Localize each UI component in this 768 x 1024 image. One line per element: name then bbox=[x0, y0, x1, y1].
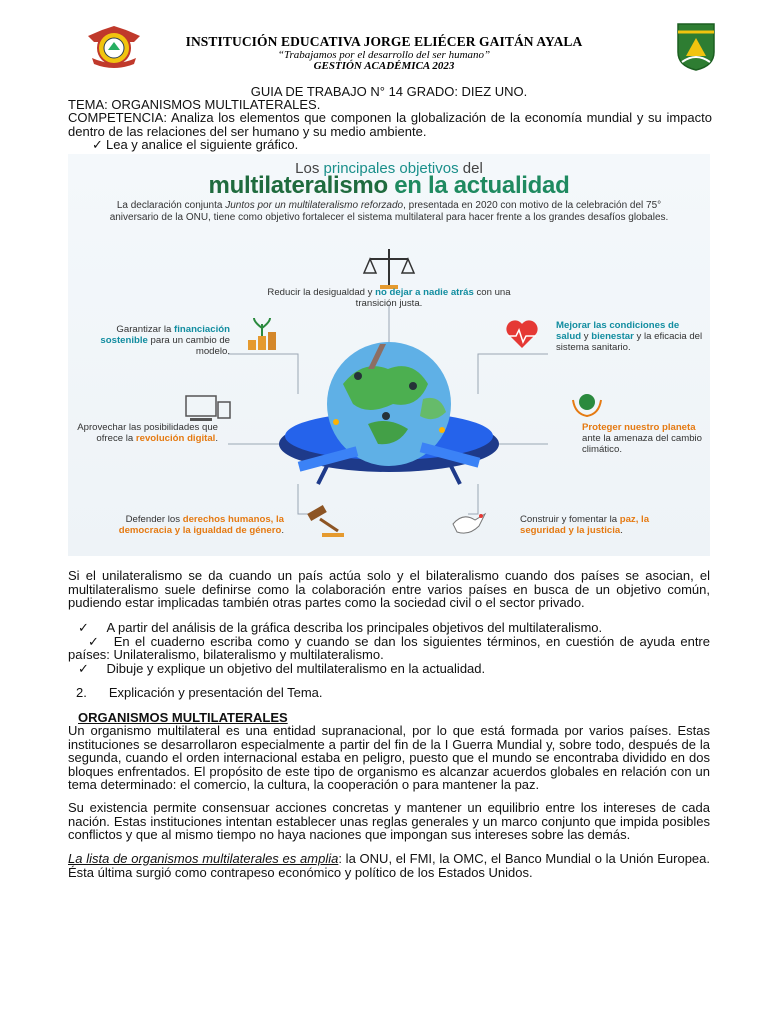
task-item: ✓ En el cuaderno escriba como y cuando se dan los siguientes términos, en cuestión de ayuda entre países: Unilateralismo, bilateralismo y multilateralismo. bbox=[68, 633, 710, 663]
definition-paragraph: Si el unilateralismo se da cuando un país actúa solo y el bilateralismo cuando dos países se asocian, el multilateralismo suele definirse como la colaboración entre varios países en busca de un objetivo común, pudiendo estar implicadas también otras partes como la sociedad civil o el sector privado. bbox=[68, 568, 710, 611]
plant-coins-icon bbox=[248, 318, 276, 350]
globe-illustration bbox=[279, 342, 499, 484]
document-header bbox=[0, 22, 768, 80]
municipal-shield-logo bbox=[676, 22, 716, 72]
competence-text: COMPETENCIA: Analiza los elementos que componen la globalización de la economía mundial y su impacto dentro de las relaciones del ser humano y su medio ambiente. bbox=[68, 110, 712, 139]
instruction-text: Lea y analice el siguiente gráfico. bbox=[106, 137, 299, 152]
department-line: GESTIÓN ACADÉMICA 2023 bbox=[313, 60, 455, 72]
task-item: ✓ A partir del análisis de la gráfica describa los principales objetivos del multilateralismo. bbox=[78, 620, 603, 635]
section-title: ORGANISMOS MULTILATERALES bbox=[78, 710, 288, 725]
task-item: ✓ Dibuje y explique un objetivo del multilateralismo en la actualidad. bbox=[78, 660, 486, 676]
checkmark-icon: ✓ bbox=[92, 137, 103, 152]
goal-digital-revolution: Aprovechar las posibilidades que ofrece la revolución digital. bbox=[77, 422, 218, 444]
existence-paragraph: Su existencia permite consensuar acciones concretas y mantener un equilibrio entre los intereses de cada nación. Estas instituciones intentan establecer unas reglas generales y un marco conjunto que impida posibles conflictos y que al mismo tiempo no haya naciones que impongan sus intereses sobre las demás. bbox=[68, 800, 710, 843]
checkmark-icon: ✓ bbox=[78, 660, 89, 676]
list-paragraph: La lista de organismos multilaterales es amplia: la ONU, el FMI, la OMC, el Banco Mundial o la Unión Europea. Ésta última surgió como contrapeso económico y político de los Estados Unidos. bbox=[68, 851, 711, 880]
infographic-intro: La declaración conjunta Juntos por un multilateralismo reforzado, presentada en 2020 con motivo de la celebración del 75° aniversario de la ONU, tiene como objetivo fortalecer el sistema multilateral para hacer frente a los grandes desafíos globales. bbox=[109, 200, 669, 223]
infographic-title: multilateralismo en la actualidad bbox=[208, 172, 570, 199]
scale-icon bbox=[364, 249, 414, 289]
topic-line: TEMA: ORGANISMOS MULTILATERALES. bbox=[68, 97, 321, 112]
gavel-icon bbox=[307, 505, 344, 537]
section-heading-2: 2. Explicación y presentación del Tema. bbox=[76, 685, 323, 700]
multilateralism-infographic bbox=[68, 154, 710, 556]
checkmark-icon: ✓ bbox=[88, 633, 99, 649]
guide-title: GUIA DE TRABAJO N° 14 GRADO: DIEZ UNO. bbox=[250, 84, 528, 99]
computer-icon bbox=[186, 396, 230, 421]
goal-health-wellbeing: Mejorar las condiciones de salud y bienestar y la eficacia del sistema sanitario. bbox=[556, 320, 703, 353]
dove-icon bbox=[453, 514, 485, 533]
organisms-paragraph: Un organismo multilateral es una entidad supranacional, por lo que está formada por varios países. Estas instituciones se desarrollaron especialmente a partir del fin de la I Guerra Mundial y, sobre todo, después de la segunda, cuando el orden internacional estaba en peligro, puesto que el mundo se encontraba dividido en dos bloques enfrentados. El propósito de este tipo de organismo es alcanzar acuerdos globales en relación con un tema determinado: el comercio, la cultura, la cooperación o para mantener la paz. bbox=[68, 723, 710, 793]
checkmark-icon: ✓ bbox=[78, 620, 89, 635]
hands-globe-icon bbox=[573, 394, 601, 416]
task-list bbox=[68, 621, 710, 675]
infographic-supertitle: Los principales objetivos del bbox=[295, 160, 483, 177]
instruction-item bbox=[92, 138, 734, 152]
organisms-list-link[interactable]: La lista de organismos multilaterales es amplia bbox=[68, 851, 339, 866]
goal-sustainable-finance: Garantizar la financiación sostenible para un cambio de modelo. bbox=[100, 324, 230, 357]
heart-pulse-icon bbox=[506, 320, 537, 348]
institution-motto: “Trabajamos por el desarrollo del ser humano” bbox=[277, 49, 491, 61]
goal-human-rights: Defender los derechos humanos, la democracia y la igualdad de género. bbox=[118, 514, 284, 536]
goal-reduce-inequality: Reducir la desigualdad y no dejar a nadie atrás con una transición justa. bbox=[267, 287, 511, 309]
institution-name: INSTITUCIÓN EDUCATIVA JORGE ELIÉCER GAITÁN AYALA bbox=[185, 34, 583, 49]
goal-protect-planet: Proteger nuestro planeta ante la amenaza del cambio climático. bbox=[582, 422, 702, 455]
goal-peace-justice: Construir y fomentar la paz, la seguridad y la justicia. bbox=[520, 514, 650, 536]
